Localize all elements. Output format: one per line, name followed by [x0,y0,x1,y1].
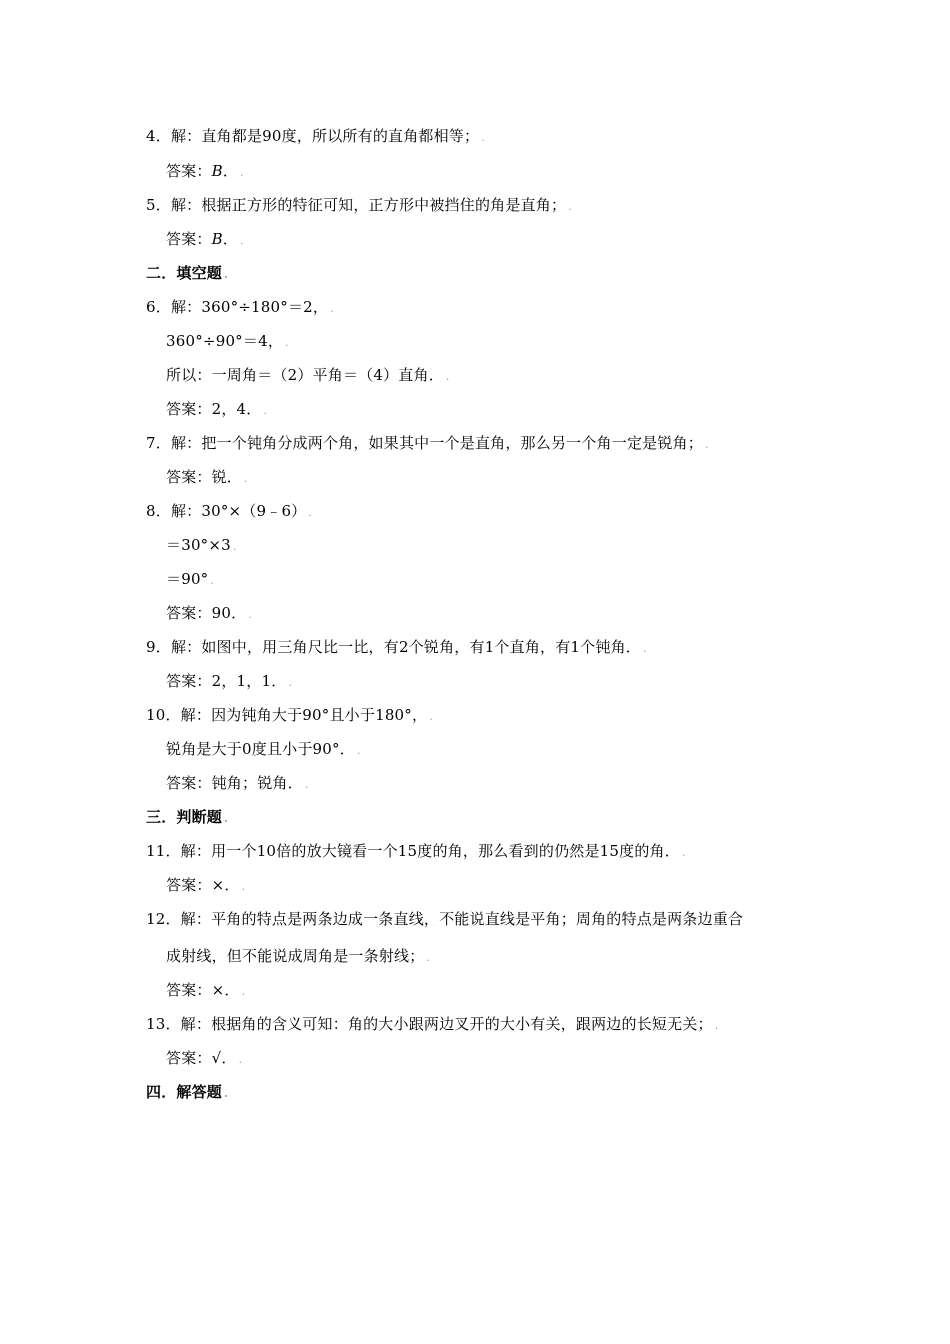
q12-answer: 答案：×． . [166,981,246,999]
paragraph-mark: . [429,710,433,723]
paragraph-mark: . [210,574,215,587]
q9-answer: 答案：2，1，1． . [166,672,293,690]
section-heading-fill-in: 二．填空题 . [146,264,229,282]
paragraph-mark: . [240,166,244,179]
paragraph-mark: . [263,404,268,417]
paragraph-mark: . [224,268,229,281]
q8-answer: 答案：90． . [166,604,252,622]
paragraph-mark: . [426,951,431,964]
paragraph-mark: . [238,1053,243,1066]
paragraph-mark: . [714,1019,719,1032]
paragraph-mark: . [481,131,485,144]
paragraph-mark: . [285,336,289,349]
paragraph-mark: . [241,880,246,893]
paragraph-mark: . [681,846,686,859]
q4-solution: 4．解：直角都是90度，所以所有的直角都相等； . [146,127,485,145]
q8-solution: 8．解：30°×（9﹣6） . [146,502,313,520]
q4-answer: 答案：B． . [166,162,244,180]
section-heading-solve: 四．解答题 . [146,1083,229,1101]
q6-step2: 360°÷90°＝4， . [166,332,289,350]
q8-step2: ＝30°×3 . [166,536,237,554]
paragraph-mark: . [241,985,246,998]
paragraph-mark: . [232,540,237,553]
q12-solution-continued: 成射线，但不能说成周角是一条射线； . [166,947,431,965]
q13-solution: 13．解：根据角的含义可知：角的大小跟两边叉开的大小有关，跟两边的长短无关； . [146,1015,719,1033]
q8-step3: ＝90° . [166,570,215,588]
q6-step3: 所以：一周角＝（2）平角＝（4）直角． . [166,366,450,384]
paragraph-mark: . [308,506,313,519]
q5-solution: 5．解：根据正方形的特征可知，正方形中被挡住的角是直角； . [146,196,572,214]
paragraph-mark: . [288,676,293,689]
paragraph-mark: . [330,302,334,315]
q10-solution: 10．解：因为钝角大于90°且小于180°， . [146,706,433,724]
q6-answer: 答案：2，4． . [166,400,268,418]
paragraph-mark: . [224,812,229,825]
paragraph-mark: . [704,438,709,451]
q13-answer: 答案：√． . [166,1049,243,1067]
q11-answer: 答案：×． . [166,876,246,894]
q7-answer: 答案：锐． . [166,468,248,486]
paragraph-mark: . [568,200,572,213]
paragraph-mark: . [445,370,450,383]
q7-solution: 7．解：把一个钝角分成两个角，如果其中一个是直角，那么另一个角一定是锐角； . [146,434,709,452]
paragraph-mark: . [240,234,244,247]
paragraph-mark: . [224,1087,229,1100]
q11-solution: 11．解：用一个10倍的放大镜看一个15度的角，那么看到的仍然是15度的角． . [146,842,686,860]
paragraph-mark: . [248,608,252,621]
paragraph-mark: . [356,744,361,757]
q12-solution: 12．解：平角的特点是两条边成一条直线，不能说直线是平角；周角的特点是两条边重合 [146,910,744,928]
section-heading-true-false: 三．判断题 . [146,808,229,826]
paragraph-mark: . [304,778,309,791]
q6-solution: 6．解：360°÷180°＝2， . [146,298,334,316]
q9-solution: 9．解：如图中，用三角尺比一比，有2个锐角，有1个直角，有1个钝角． . [146,638,647,656]
paragraph-mark: . [244,472,248,485]
q10-answer: 答案：钝角；锐角． . [166,774,309,792]
q10-step2: 锐角是大于0度且小于90°． . [166,740,361,758]
q5-answer: 答案：B． . [166,230,244,248]
paragraph-mark: . [642,642,647,655]
